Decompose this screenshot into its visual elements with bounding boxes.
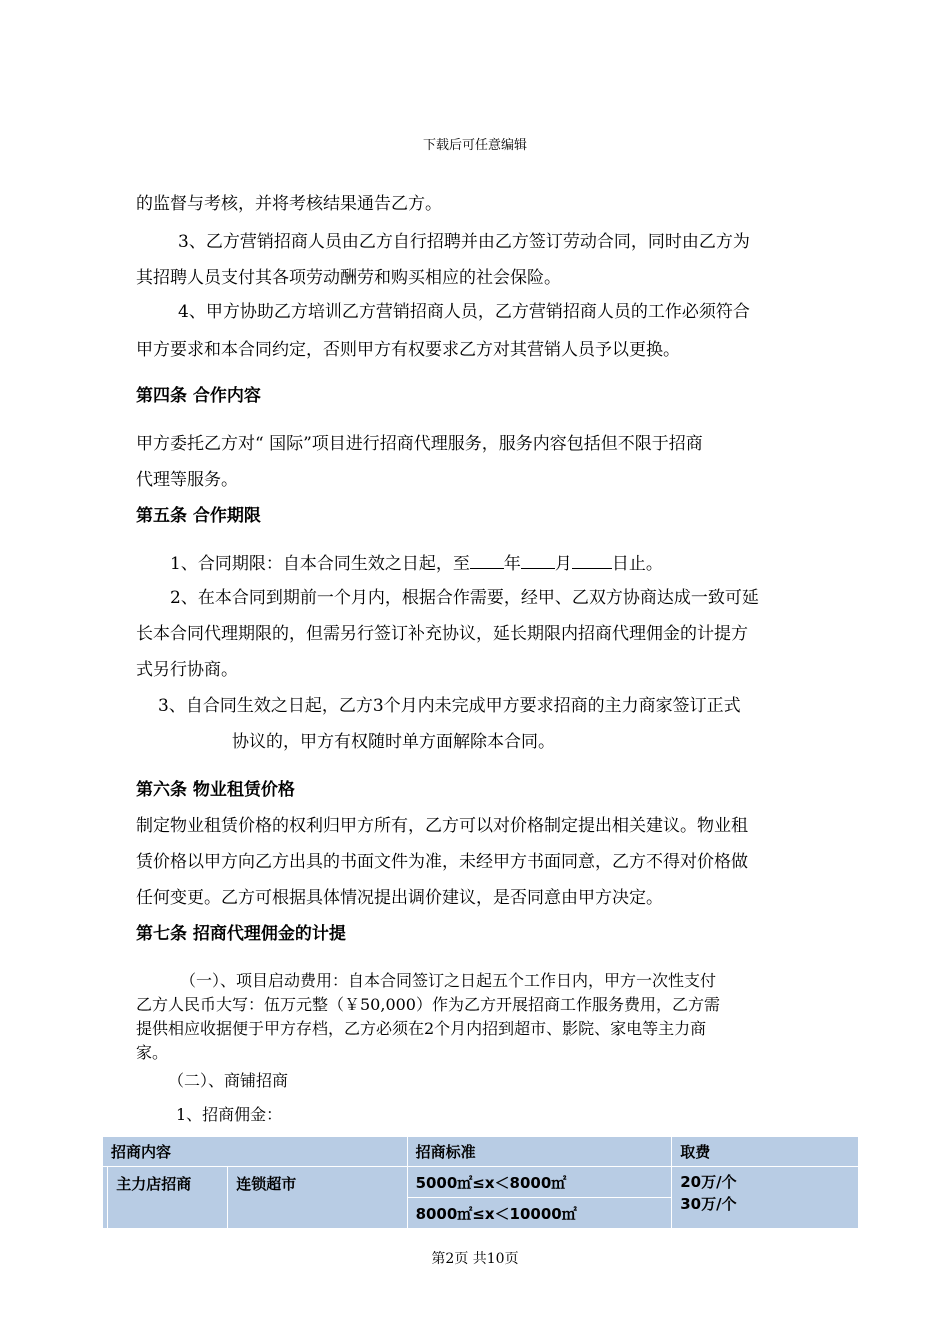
page-header: 下载后可任意编辑	[422, 138, 527, 153]
table-category-cell: 主力店招商	[108, 1167, 228, 1229]
page-footer: 第2页 共10页	[431, 1251, 519, 1267]
term-text: 1、合同期限：自本合同生效之日起，至	[170, 554, 470, 574]
table-standard-cell: 5000㎡≤x＜8000㎡	[407, 1167, 672, 1198]
commission-table	[102, 1136, 859, 1229]
table-standard-cell: 8000㎡≤x＜10000㎡	[407, 1198, 672, 1229]
day-label: 日止。	[611, 554, 663, 574]
article-7-heading: 第七条 招商代理佣金的计提	[136, 924, 346, 944]
paragraph-line: 长本合同代理期限的，但需另行签订补充协议，延长期限内招商代理佣金的计提方	[136, 624, 748, 644]
startup-fee-clause: （一）、项目启动费用：自本合同签订之日起五个工作日内，甲方一次性支付	[180, 971, 717, 990]
table-header-standard: 招商标准	[407, 1137, 672, 1167]
table-header-fee: 取费	[672, 1137, 859, 1167]
month-blank	[521, 550, 555, 569]
clause-3: 3、乙方营销招商人员由乙方自行招聘并由乙方签订劳动合同，同时由乙方为	[178, 232, 750, 252]
shop-leasing-heading: （二）、商铺招商	[168, 1071, 289, 1090]
paragraph-line: 的监督与考核，并将考核结果通告乙方。	[136, 194, 442, 214]
clause-3b: 3、自合同生效之日起，乙方3个月内未完成甲方要求招商的主力商家签订正式	[158, 696, 741, 716]
term-clause	[170, 550, 663, 576]
clause-4: 4、甲方协助乙方培训乙方营销招商人员，乙方营销招商人员的工作必须符合	[178, 302, 750, 322]
paragraph-line: 家。	[136, 1043, 169, 1062]
paragraph-line: 提供相应收据便于甲方存档，乙方必须在2个月内招到超市、影院、家电等主力商	[136, 1019, 707, 1038]
day-blank	[572, 550, 612, 569]
paragraph-line: 制定物业租赁价格的权利归甲方所有，乙方可以对价格制定提出相关建议。物业租	[136, 816, 748, 836]
table-type-cell: 连锁超市	[228, 1167, 407, 1229]
paragraph-line: 式另行协商。	[136, 660, 238, 680]
paragraph-line: 甲方委托乙方对“ 国际”项目进行招商代理服务，服务内容包括但不限于招商	[136, 434, 703, 454]
table-header-content: 招商内容	[103, 1137, 408, 1167]
paragraph-line: 任何变更。乙方可根据具体情况提出调价建议，是否同意由甲方决定。	[136, 888, 663, 908]
paragraph-line: 赁价格以甲方向乙方出具的书面文件为准，未经甲方书面同意，乙方不得对价格做	[136, 852, 748, 872]
article-4-heading: 第四条 合作内容	[136, 386, 261, 406]
year-blank	[470, 550, 504, 569]
paragraph-line: 协议的，甲方有权随时单方面解除本合同。	[232, 732, 555, 752]
paragraph-line: 其招聘人员支付其各项劳动酬劳和购买相应的社会保险。	[136, 268, 561, 288]
table-fee-cell	[672, 1167, 859, 1229]
table-row	[103, 1167, 859, 1198]
fee-value: 30万/个	[680, 1195, 737, 1213]
article-6-heading: 第六条 物业租赁价格	[136, 780, 295, 800]
article-5-heading: 第五条 合作期限	[136, 506, 261, 526]
paragraph-line: 甲方要求和本合同约定，否则甲方有权要求乙方对其营销人员予以更换。	[136, 340, 680, 360]
paragraph-line: 代理等服务。	[136, 470, 238, 490]
fee-value: 20万/个	[680, 1173, 737, 1191]
year-label: 年	[503, 554, 521, 574]
commission-label: 1、招商佣金：	[176, 1105, 283, 1124]
month-label: 月	[554, 554, 572, 574]
clause-2: 2、在本合同到期前一个月内，根据合作需要，经甲、乙双方协商达成一致可延	[170, 588, 759, 608]
paragraph-line: 乙方人民币大写：伍万元整（￥50,000）作为乙方开展招商工作服务费用，乙方需	[136, 995, 720, 1014]
table-header-row	[103, 1137, 859, 1167]
